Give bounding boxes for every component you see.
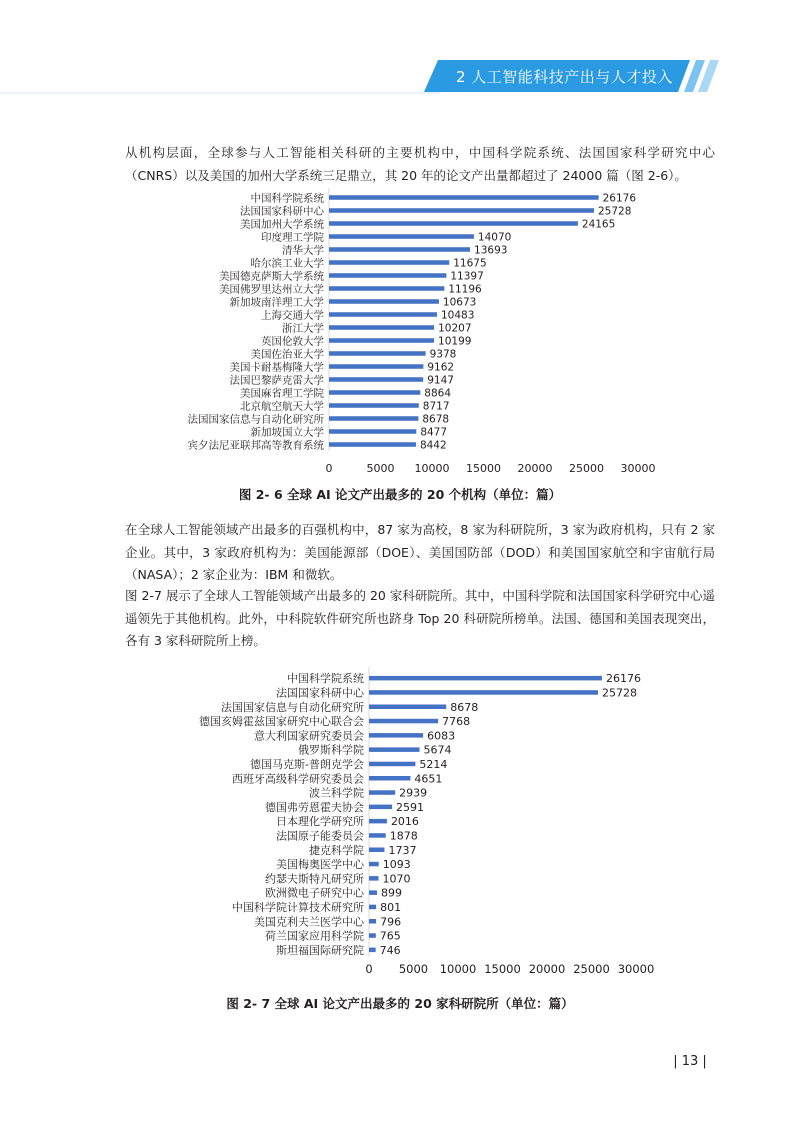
category-label: 法国国家科研中心 xyxy=(240,205,324,218)
bar xyxy=(329,273,446,278)
bar xyxy=(369,819,387,824)
category-label: 美国克利夫兰医学中心 xyxy=(254,915,364,929)
data-label: 9162 xyxy=(427,361,455,374)
bar xyxy=(329,338,434,343)
category-label: 浙江大学 xyxy=(282,322,324,335)
data-label: 25728 xyxy=(597,205,632,218)
category-label: 美国佐治亚大学 xyxy=(250,348,324,361)
category-label: 哈尔滨工业大学 xyxy=(250,257,324,270)
category-label: 英国伦敦大学 xyxy=(261,335,324,348)
tick-label: 10000 xyxy=(439,962,477,976)
bar xyxy=(369,690,598,695)
category-label: 捷克科学院 xyxy=(309,843,364,857)
tick-label: 25000 xyxy=(569,462,604,475)
bar xyxy=(369,719,438,724)
bar xyxy=(369,848,384,853)
data-label: 2016 xyxy=(390,815,419,829)
bar xyxy=(369,733,423,738)
paragraph-top100: 在全球人工智能领域产出最多的百强机构中，87 家为高校，8 家为科研院所，3 家为政府机构，只有 2 家企业。其中，3 家政府机构为：美国能源部（DOE）、美国国防部（DOD）和美国国家航空和宇宙航行局（NASA）；2 家企业为：IBM 和微软。 xyxy=(125,522,715,582)
bar-chart-top-research-institutes xyxy=(0,665,800,985)
category-label: 法国原子能委员会 xyxy=(276,829,364,843)
page-number: | 13 | xyxy=(673,1054,707,1069)
category-label: 宾夕法尼亚联邦高等教育系统 xyxy=(187,439,324,452)
bar xyxy=(369,876,379,881)
bar xyxy=(329,221,578,226)
data-label: 2939 xyxy=(399,786,428,800)
bar xyxy=(369,805,392,810)
bar xyxy=(369,676,602,681)
data-label: 9378 xyxy=(429,348,457,361)
tick-label: 20000 xyxy=(528,962,566,976)
data-label: 796 xyxy=(380,915,402,929)
data-label: 9147 xyxy=(427,374,454,387)
category-label: 美国佛罗里达州立大学 xyxy=(219,283,324,296)
data-label: 14070 xyxy=(477,231,512,244)
category-label: 上海交通大学 xyxy=(261,309,324,322)
tick-label: 10000 xyxy=(414,462,450,475)
category-label: 新加坡国立大学 xyxy=(250,426,324,439)
tick-label: 5000 xyxy=(398,962,429,976)
figure-caption-2-6: 图 2- 6 全球 AI 论文产出最多的 20 个机构（单位：篇） xyxy=(238,487,562,502)
bar xyxy=(369,776,410,781)
category-label: 欧洲微电子研究中心 xyxy=(265,886,364,900)
data-label: 8717 xyxy=(422,400,450,413)
data-label: 1070 xyxy=(382,872,411,886)
bar xyxy=(329,260,449,265)
data-label: 6083 xyxy=(427,729,456,743)
bar xyxy=(329,416,418,421)
bar xyxy=(329,442,416,447)
data-label: 26176 xyxy=(602,192,637,205)
category-label: 斯坦福国际研究院 xyxy=(276,943,364,957)
data-label: 899 xyxy=(381,886,403,900)
data-label: 8442 xyxy=(419,439,447,452)
data-label: 10483 xyxy=(440,309,475,322)
bar xyxy=(369,705,446,710)
category-label: 德国亥姆霍兹国家研究中心联合会 xyxy=(199,715,364,729)
category-label: 新加坡南洋理工大学 xyxy=(229,296,324,309)
bar xyxy=(369,919,376,924)
data-label: 8678 xyxy=(450,700,479,714)
bar xyxy=(329,299,439,304)
bar xyxy=(329,390,420,395)
category-label: 美国卡耐基梅隆大学 xyxy=(229,361,324,374)
category-label: 中国科学院系统 xyxy=(287,672,364,686)
category-label: 日本理化学研究所 xyxy=(276,815,364,829)
bar xyxy=(369,948,376,953)
tick-label: 0 xyxy=(325,462,333,475)
data-label: 11675 xyxy=(453,257,487,270)
data-label: 10673 xyxy=(442,296,477,309)
category-label: 中国科学院系统 xyxy=(250,192,324,205)
bar xyxy=(329,312,437,317)
data-label: 25728 xyxy=(601,686,637,700)
bar-chart-top-institutions xyxy=(0,188,800,478)
tick-label: 15000 xyxy=(466,462,501,475)
data-label: 8864 xyxy=(424,387,452,400)
category-label: 美国德克萨斯大学系统 xyxy=(219,270,324,283)
data-label: 746 xyxy=(379,943,401,957)
data-label: 2591 xyxy=(396,800,425,814)
data-label: 1093 xyxy=(382,858,411,872)
tick-label: 0 xyxy=(365,962,373,976)
bar xyxy=(329,403,419,408)
bar xyxy=(369,905,376,910)
bar xyxy=(329,247,470,252)
category-label: 中国科学院计算技术研究所 xyxy=(232,900,364,914)
tick-label: 25000 xyxy=(573,962,610,976)
data-label: 24165 xyxy=(581,218,616,231)
figure-caption-2-7: 图 2- 7 全球 AI 论文产出最多的 20 家科研院所（单位：篇） xyxy=(226,996,574,1011)
category-label: 西班牙高级科学研究委员会 xyxy=(232,772,364,786)
bar xyxy=(369,747,419,752)
header-title: 2 人工智能科技产出与人才投入 xyxy=(456,68,673,86)
category-label: 美国麻省理工学院 xyxy=(240,387,324,400)
data-label: 10207 xyxy=(438,322,472,335)
bar xyxy=(329,286,444,291)
bar xyxy=(329,377,423,382)
category-label: 法国国家信息与自动化研究所 xyxy=(187,413,324,426)
bar xyxy=(329,364,423,369)
bar xyxy=(369,790,395,795)
category-label: 法国国家信息与自动化研究所 xyxy=(221,700,364,714)
bar xyxy=(369,833,386,838)
bar xyxy=(329,208,594,213)
category-label: 清华大学 xyxy=(282,244,324,257)
category-label: 德国弗劳恩霍夫协会 xyxy=(265,800,364,814)
category-label: 德国马克斯-普朗克学会 xyxy=(250,757,364,771)
tick-label: 20000 xyxy=(517,462,553,475)
paragraph-intro: 从机构层面，全球参与人工智能相关科研的主要机构中，中国科学院系统、法国国家科学研究中心（CNRS）以及美国的加州大学系统三足鼎立，其 20 年的论文产出量都超过了 24000 篇（图 2-6）。 xyxy=(125,145,715,183)
data-label: 5214 xyxy=(419,757,448,771)
data-label: 8477 xyxy=(420,426,448,439)
category-label: 荷兰国家应用科学院 xyxy=(265,929,364,943)
bar xyxy=(329,351,426,356)
category-label: 意大利国家研究委员会 xyxy=(254,729,364,743)
data-label: 11397 xyxy=(450,270,484,283)
tick-label: 15000 xyxy=(484,962,521,976)
category-label: 美国梅奥医学中心 xyxy=(276,858,364,872)
category-label: 波兰科学院 xyxy=(309,786,364,800)
data-label: 4651 xyxy=(414,772,443,786)
bar xyxy=(369,933,376,938)
tick-label: 5000 xyxy=(366,462,395,475)
bar xyxy=(369,890,377,895)
bar xyxy=(329,325,434,330)
data-label: 7768 xyxy=(442,715,471,729)
data-label: 1878 xyxy=(389,829,418,843)
category-label: 美国加州大学系统 xyxy=(240,218,324,231)
category-label: 北京航空航天大学 xyxy=(240,400,324,413)
paragraph-research-institutes: 图 2-7 展示了全球人工智能领域产出最多的 20 家科研院所。其中，中国科学院和法国国家科学研究中心遥遥领先于其他机构。此外，中科院软件研究所也跻身 Top 20 科研院所榜单。法国、德国和美国表现突出，各有 3 家科研院所上榜。 xyxy=(125,588,715,648)
bar xyxy=(369,862,379,867)
data-label: 8678 xyxy=(422,413,450,426)
bar xyxy=(329,234,474,239)
bar xyxy=(369,762,415,767)
category-label: 印度理工学院 xyxy=(261,231,324,244)
data-label: 1737 xyxy=(388,843,417,857)
data-label: 13693 xyxy=(474,244,508,257)
data-label: 10199 xyxy=(438,335,472,348)
category-label: 俄罗斯科学院 xyxy=(298,743,364,757)
data-label: 5674 xyxy=(423,743,452,757)
data-label: 11196 xyxy=(448,283,482,296)
category-label: 法国巴黎萨克雷大学 xyxy=(229,374,324,387)
category-label: 约瑟夫斯特凡研究所 xyxy=(265,872,364,886)
header-banner xyxy=(0,0,800,110)
data-label: 765 xyxy=(379,929,401,943)
tick-label: 30000 xyxy=(617,962,655,976)
bar xyxy=(329,195,599,200)
category-label: 法国国家科研中心 xyxy=(276,686,364,700)
tick-label: 30000 xyxy=(620,462,656,475)
bar xyxy=(329,429,416,434)
data-label: 26176 xyxy=(605,672,641,686)
data-label: 801 xyxy=(380,900,402,914)
